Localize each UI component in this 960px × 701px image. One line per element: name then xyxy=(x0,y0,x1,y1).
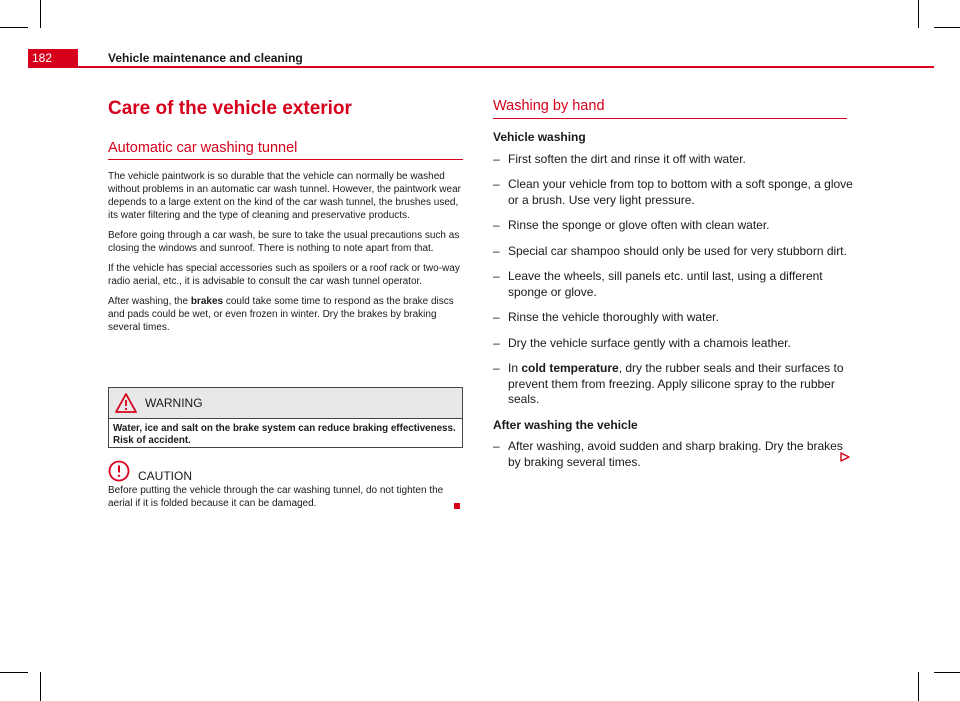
text-run: After washing, the xyxy=(108,296,191,307)
paragraph xyxy=(108,295,464,334)
list-dash: – xyxy=(493,151,500,166)
list-item-text: Leave the wheels, sill panels etc. until last, using a different sponge or glove. xyxy=(508,269,823,299)
crop-mark xyxy=(40,0,41,28)
section-rule xyxy=(493,118,847,119)
list-item xyxy=(493,269,853,300)
page-header-title: Vehicle maintenance and cleaning xyxy=(108,51,303,65)
paragraph: Before going through a car wash, be sure to take the usual precautions such as closing the windows and sunroof. There is nothing to note apart from that. xyxy=(108,230,460,254)
continue-arrow-icon xyxy=(840,452,850,462)
list-dash: – xyxy=(493,361,500,375)
right-column-body xyxy=(493,130,853,480)
crop-mark xyxy=(934,672,960,673)
list-item xyxy=(493,336,853,352)
list-item-text: Special car shampoo should only be used for very stubborn dirt. xyxy=(508,243,847,258)
warning-title: WARNING xyxy=(145,396,203,410)
section-end-marker xyxy=(454,503,460,509)
caution-title: CAUTION xyxy=(138,469,192,483)
left-column-body xyxy=(108,170,464,341)
list-dash: – xyxy=(493,177,500,191)
list-item-text: After washing, avoid sudden and sharp braking. Dry the brakes by braking several times. xyxy=(508,439,843,469)
list-dash: – xyxy=(493,335,500,350)
list-item-text: First soften the dirt and rinse it off with water. xyxy=(508,151,746,166)
list-dash: – xyxy=(493,218,500,232)
list-item-text: Rinse the vehicle thoroughly with water. xyxy=(508,310,719,324)
list-dash: – xyxy=(493,310,500,324)
section-rule xyxy=(108,159,463,160)
text-run: could take some time to respond as the brake discs and pads could be wet, or even frozen in winter. Dry the brakes by braking several times. xyxy=(108,296,454,333)
warning-header xyxy=(109,388,462,419)
warning-box xyxy=(108,387,463,448)
list-item xyxy=(493,177,853,208)
list-dash: – xyxy=(493,439,500,453)
list-item xyxy=(493,310,853,326)
warning-text: Water, ice and salt on the brake system can reduce braking effectiveness. Risk of accident. xyxy=(113,423,456,446)
section-heading-washing-by-hand: Washing by hand xyxy=(493,98,605,114)
text-run: , dry the rubber seals and their surfaces to prevent them from freezing. Apply silicone spray to the rubber seals. xyxy=(508,361,844,406)
list-item-text: Dry the vehicle surface gently with a chamois leather. xyxy=(508,335,791,350)
list-item xyxy=(493,218,853,234)
list-item xyxy=(493,244,853,260)
list-item-text: Clean your vehicle from top to bottom with a soft sponge, a glove or a brush. Use very light pressure. xyxy=(508,177,853,207)
subheading-vehicle-washing: Vehicle washing xyxy=(493,130,586,144)
list-item xyxy=(493,152,853,168)
warning-triangle-icon xyxy=(115,393,137,413)
caution-exclamation-icon xyxy=(108,460,130,482)
crop-mark xyxy=(918,672,919,701)
paragraph: The vehicle paintwork is so durable that the vehicle can normally be washed without problems in an automatic car wash tunnel. However, the paintwork wear depends to a large extent on the kind of the car wash tunnel, the brushes used, its water filtering and the type of cleaning and preservative products. xyxy=(108,171,461,221)
list-item-text: Rinse the sponge or glove often with clean water. xyxy=(508,218,770,232)
page-title: Care of the vehicle exterior xyxy=(108,98,352,119)
paragraph: If the vehicle has special accessories such as spoilers or a roof rack or two-way radio aerial, etc., it is advisable to consult the car wash tunnel operator. xyxy=(108,263,460,287)
crop-mark xyxy=(934,27,960,28)
subheading-after-washing: After washing the vehicle xyxy=(493,417,638,432)
list-item xyxy=(493,439,853,470)
bold-term: cold temperature xyxy=(521,361,619,375)
crop-mark xyxy=(40,672,41,701)
text-run: In xyxy=(508,361,522,375)
crop-mark xyxy=(918,0,919,28)
list-item xyxy=(493,361,853,408)
caution-text: Before putting the vehicle through the car washing tunnel, do not tighten the aerial if it is folded because it can be damaged. xyxy=(108,485,444,509)
list-dash: – xyxy=(493,243,500,258)
page-number: 182 xyxy=(28,49,78,68)
header-rule xyxy=(28,66,934,68)
bold-term: brakes xyxy=(190,296,224,307)
crop-mark xyxy=(0,672,28,673)
crop-mark xyxy=(0,27,28,28)
list-dash: – xyxy=(493,269,500,283)
section-heading-car-wash: Automatic car washing tunnel xyxy=(108,140,298,156)
